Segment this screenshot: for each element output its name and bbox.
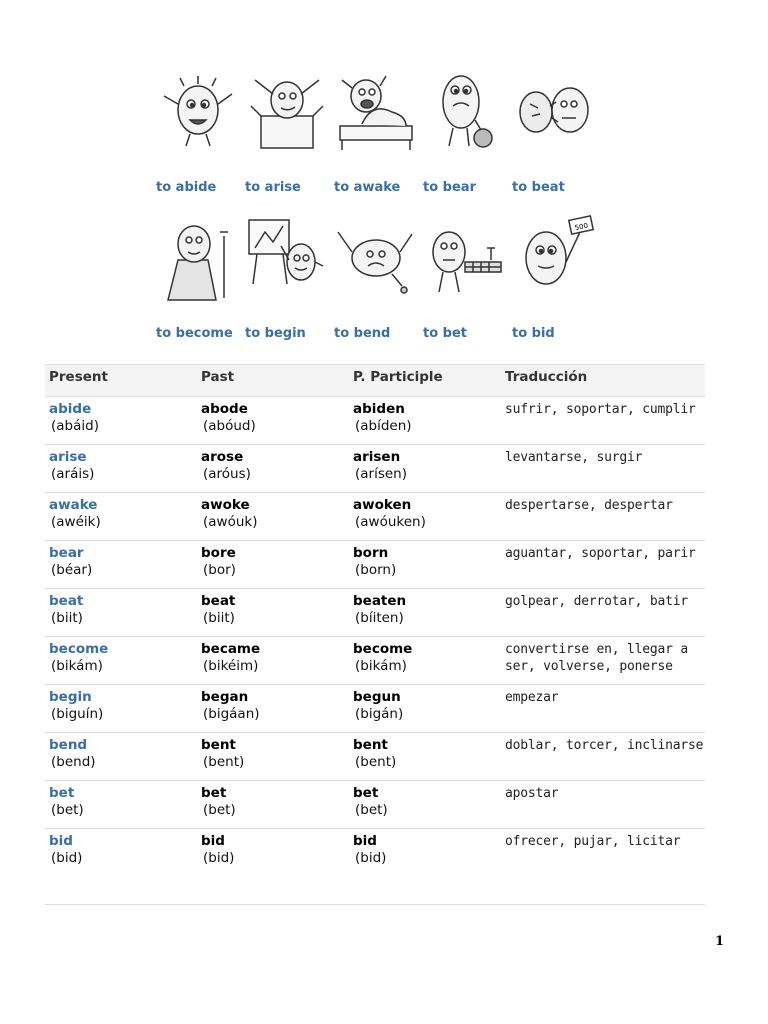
table-row [45,445,705,493]
present-form[interactable]: bear [49,545,84,561]
present-pronunciation: (abáid) [51,418,99,434]
table-row [45,781,705,829]
participle-pronunciation: (bíiten) [355,610,404,626]
table-row [45,541,705,589]
verb-caption-beat[interactable]: to beat [512,180,565,195]
bid-sign-text: 500 [574,221,589,233]
header-translation: Traducción [505,369,588,385]
past-form: beat [201,593,236,609]
present-pronunciation: (bet) [51,802,84,818]
present-pronunciation: (awéik) [51,514,101,530]
verb-caption-bet[interactable]: to bet [423,326,468,341]
participle-form: bid [353,833,377,849]
present-form[interactable]: arise [49,449,87,465]
present-form[interactable]: begin [49,689,92,705]
past-pronunciation: (abóud) [203,418,256,434]
present-form[interactable]: bid [49,833,73,849]
translation-cell: sufrir, soportar, cumplir [505,402,696,417]
present-pronunciation: (bid) [51,850,83,866]
header-past-participle: P. Participle [353,369,443,385]
verb-caption-bend[interactable]: to bend [334,326,391,341]
table-row [45,493,705,541]
verb-card-become [154,212,242,352]
participle-pronunciation: (bent) [355,754,397,770]
present-pronunciation: (bend) [51,754,96,770]
past-pronunciation: (biit) [203,610,235,626]
participle-pronunciation: (awóuken) [355,514,426,530]
present-pronunciation: (béar) [51,562,93,578]
past-pronunciation: (bent) [203,754,245,770]
translation-cell: convertirse en, llegar a ser, volverse, ponerse [505,642,689,674]
past-pronunciation: (awóuk) [203,514,258,530]
illustration-row-1 [154,66,614,206]
translation-cell: ofrecer, pujar, licitar [505,834,681,849]
translation-cell: despertarse, despertar [505,498,673,513]
cartoon-awake-illustration [332,66,420,156]
participle-pronunciation: (bikám) [355,658,407,674]
past-pronunciation: (aróus) [203,466,251,482]
verb-caption-become[interactable]: to become [156,326,233,341]
translation-cell: doblar, torcer, inclinarse [505,738,704,753]
participle-form: born [353,545,389,561]
illustration-row-2 [154,212,614,352]
verb-card-bet [421,212,509,352]
participle-form: bent [353,737,388,753]
translation-cell: aguantar, soportar, parir [505,546,696,561]
past-pronunciation: (bikéim) [203,658,259,674]
verb-card-beat [510,66,598,206]
translation-cell: golpear, derrotar, batir [505,594,689,609]
verb-caption-begin[interactable]: to begin [245,326,306,341]
past-pronunciation: (bid) [203,850,235,866]
cartoon-begin-illustration [243,212,331,302]
present-form[interactable]: beat [49,593,84,609]
present-form[interactable]: abide [49,401,92,417]
participle-form: beaten [353,593,407,609]
participle-form: begun [353,689,401,705]
present-pronunciation: (biguín) [51,706,104,722]
participle-pronunciation: (born) [355,562,397,578]
table-row [45,829,705,876]
participle-pronunciation: (bigán) [355,706,404,722]
verb-caption-abide[interactable]: to abide [156,180,217,195]
participle-form: become [353,641,413,657]
past-form: bet [201,785,227,801]
table-row [45,637,705,685]
past-form: became [201,641,261,657]
cartoon-beat-illustration [510,66,598,156]
past-form: awoke [201,497,250,513]
present-pronunciation: (biit) [51,610,83,626]
header-present: Present [49,369,108,385]
present-form[interactable]: bend [49,737,88,753]
table-row [45,589,705,637]
present-form[interactable]: become [49,641,109,657]
table-end-divider [45,904,705,905]
past-form: bore [201,545,236,561]
present-pronunciation: (aráis) [51,466,95,482]
participle-pronunciation: (bet) [355,802,388,818]
participle-pronunciation: (abíden) [355,418,412,434]
verb-caption-bear[interactable]: to bear [423,180,476,195]
verb-card-begin [243,212,331,352]
cartoon-abide-illustration [154,66,242,156]
verb-card-awake [332,66,420,206]
past-form: arose [201,449,244,465]
translation-cell: levantarse, surgir [505,450,643,465]
cartoon-bet-illustration [421,212,509,302]
verb-caption-awake[interactable]: to awake [334,180,401,195]
verb-caption-bid[interactable]: to bid [512,326,555,341]
present-pronunciation: (bikám) [51,658,103,674]
past-form: abode [201,401,248,417]
participle-pronunciation: (bid) [355,850,387,866]
cartoon-bend-illustration [332,212,420,302]
participle-form: awoken [353,497,412,513]
translation-cell: empezar [505,690,559,705]
verb-card-arise [243,66,331,206]
past-pronunciation: (bor) [203,562,236,578]
table-row [45,685,705,733]
page-number: 1 [715,934,725,949]
past-form: began [201,689,249,705]
table-row [45,733,705,781]
verb-card-bear [421,66,509,206]
cartoon-arise-illustration [243,66,331,156]
verb-card-bend [332,212,420,352]
cartoon-become-illustration [154,212,242,302]
verb-card-bid [510,212,598,352]
present-form[interactable]: awake [49,497,98,513]
verb-card-abide [154,66,242,206]
past-pronunciation: (bigáan) [203,706,260,722]
participle-pronunciation: (arísen) [355,466,408,482]
cartoon-bear-illustration [421,66,509,156]
past-pronunciation: (bet) [203,802,236,818]
participle-form: abiden [353,401,405,417]
past-form: bent [201,737,236,753]
translation-cell: apostar [505,786,559,801]
past-form: bid [201,833,225,849]
verb-caption-arise[interactable]: to arise [245,180,301,195]
header-past: Past [201,369,235,385]
participle-form: bet [353,785,379,801]
table-row [45,397,705,445]
cartoon-bid-illustration [510,212,598,302]
table-header-row [45,364,705,397]
participle-form: arisen [353,449,401,465]
present-form[interactable]: bet [49,785,75,801]
irregular-verbs-table [45,364,705,876]
